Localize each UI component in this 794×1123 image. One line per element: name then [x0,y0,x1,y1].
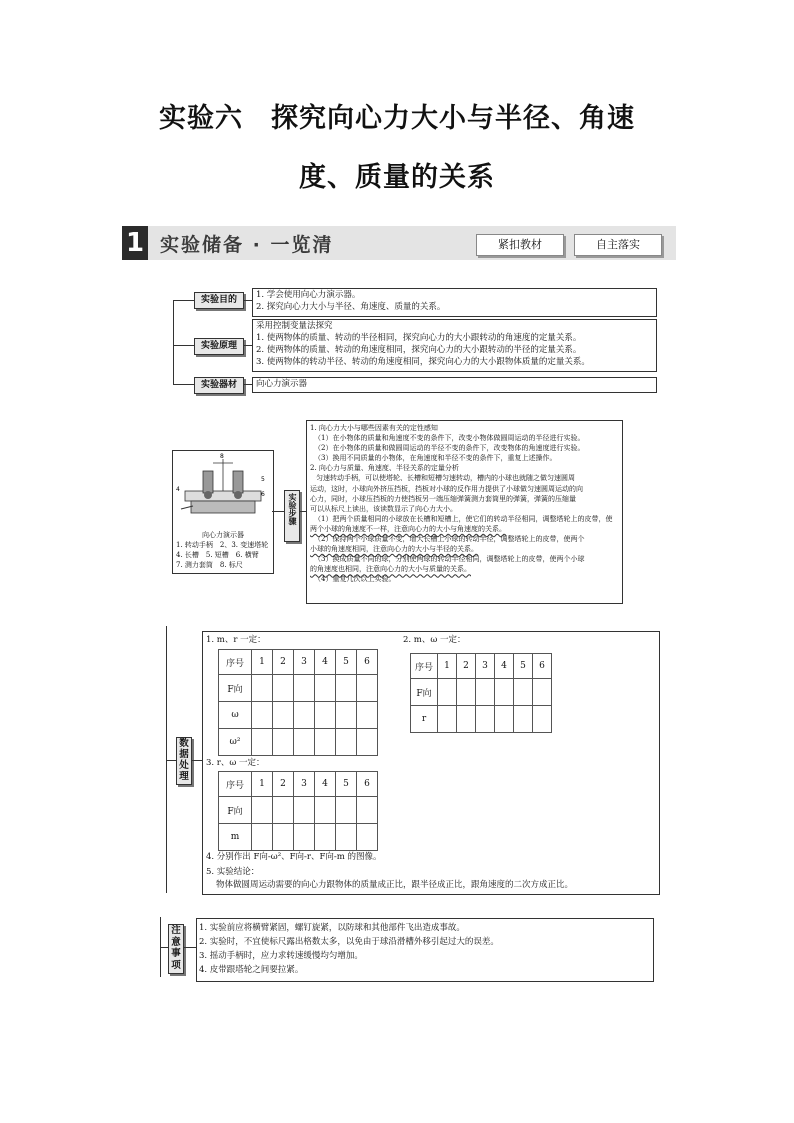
data-step5: 5. 实验结论： [206,867,260,877]
figure-legend-line: 7. 测力套筒 8. 标尺 [176,561,243,570]
row-label: F向 [219,797,252,824]
page-title-line1: 实验六 探究向心力大小与半径、角速 [159,103,635,134]
steps-line: （3）换成质量不同的球，分别使两球的转动半径相同，调整塔轮上的皮带，使两个小球 [314,555,585,564]
svg-text:5: 5 [261,476,265,483]
table-2 [410,653,552,733]
steps-line: （1）在小物体的质量和角速度不变的条件下，改变小物体做圆周运动的半径进行实验。 [314,434,585,443]
table-header-cell: 5 [336,650,357,675]
section-number: 1 [122,226,148,260]
row-label: ω [219,702,252,729]
principle-line: 3. 使两物体的转动半径、转动的角速度相同，探究向心力的大小跟物体质量的定量关系。 [256,357,590,367]
table-header-cell: 4 [315,650,336,675]
svg-text:6: 6 [261,491,265,498]
table-header-cell: 序号 [219,772,252,797]
table-header-cell: 5 [336,772,357,797]
tree-connector [272,511,284,512]
table-header-cell: 1 [438,654,457,679]
data-step4: 4. 分别作出 F向-ω²、F向-r、F向-m 的图像。 [206,852,382,862]
figure-legend-line: 1. 转动手柄 2、3. 变速塔轮 [176,541,269,550]
notes-line: 2. 实验时，不宜使标尺露出格数太多，以免由于球沿滑槽外移引起过大的误差。 [199,937,499,947]
goal-label: 实验目的 [194,292,244,309]
steps-line: （2）在小物体的质量和做圆周运动的半径不变的条件下，改变物体的角速度进行实验。 [314,444,585,453]
steps-line: （1）把两个质量相同的小球放在长槽和短槽上，使它们的转动半径相同，调整塔轮上的皮带，使 [314,514,613,523]
table-header-cell: 6 [357,772,378,797]
notes-box [196,918,654,982]
table-header-cell: 2 [273,650,294,675]
table-header-cell: 4 [495,654,514,679]
notes-label [168,924,184,974]
principle-box [252,319,657,372]
steps-line: （3）换用不同质量的小物体，在角速度和半径不变的条件下，重复上述操作。 [314,454,557,463]
table-row [219,772,378,797]
equipment-label: 实验器材 [194,377,244,394]
figure-legend-line: 4. 长槽 5. 短槽 6. 横臂 [176,551,259,560]
tree-connector [173,300,194,301]
tree-connector [184,947,196,948]
table-header-cell: 序号 [219,650,252,675]
steps-line: 两个小球的角速度不一样，注意向心力的大小与角速度的关系。 [310,524,506,533]
notes-line: 4. 皮带跟塔轮之间要拉紧。 [199,965,304,975]
table-3 [218,771,378,851]
svg-text:4: 4 [176,486,180,493]
steps-line: 运动，这时，小球向外挤压挡板，挡板对小球的反作用力提供了小球做匀速圆周运动的向 [310,484,583,493]
row-label: r [411,706,438,733]
steps-line: 2. 向心力与质量、角速度、半径关系的定量分析 [310,464,459,473]
row-label: F向 [219,675,252,702]
table-header-cell: 3 [294,772,315,797]
apparatus-figure [172,450,274,574]
steps-line: （4）重复几次以上实验。 [314,575,396,584]
tree-connector [244,345,252,346]
table-row [219,650,378,675]
steps-line: 匀速转动手柄，可以使塔轮、长槽和短槽匀速转动，槽内的小球也就随之做匀速圆周 [316,474,575,483]
tree-connector [192,760,202,761]
tree-connector [244,384,252,385]
steps-line: 心力，同时，小球压挡板的力使挡板另一端压缩弹簧测力套筒里的弹簧，弹簧的压缩量 [310,494,576,503]
table-header-cell: 6 [533,654,552,679]
equipment-box: 向心力演示器 [252,377,657,393]
steps-label [284,490,300,542]
tree-connector [244,300,252,301]
table-header-cell: 3 [294,650,315,675]
table-row [219,729,378,756]
table-row [411,706,552,733]
principle-label: 实验原理 [194,338,244,355]
table-header-cell: 1 [252,650,273,675]
tree-connector [299,511,306,512]
notes-label-text: 注意事项 [171,925,181,971]
centripetal-apparatus-illustration [173,451,273,526]
steps-box [306,420,623,604]
tree-connector [173,300,174,384]
table3-title: 3. r、ω 一定： [206,758,265,768]
table-1 [218,649,378,756]
row-label: ω² [219,729,252,756]
self-study-button[interactable]: 自主落实 [574,234,662,256]
goal-box [252,288,657,317]
notes-line: 1. 实验前应将横臂紧固，螺钉旋紧，以防球和其他部件飞出造成事故。 [199,923,465,933]
principle-line: 采用控制变量法探究 [256,321,333,331]
row-label: F向 [411,679,438,706]
steps-line: 的角速度也相同，注意向心力的大小与质量的关系。 [310,565,471,574]
principle-line: 2. 使两物体的质量、转动的角速度相同，探究向心力的大小跟转动的半径的定量关系。 [256,345,582,355]
steps-line: 可以从标尺上读出，该读数显示了向心力大小。 [310,504,457,513]
table-row [219,824,378,851]
table-header-cell: 1 [252,772,273,797]
svg-text:8: 8 [220,453,224,460]
table-row [411,679,552,706]
steps-label-text: 实验步骤 [288,493,297,525]
table-header-cell: 序号 [411,654,438,679]
principle-line: 1. 使两物体的质量、转动的半径相同，探究向心力的大小跟转动的角速度的定量关系。 [256,333,582,343]
data-box [202,631,660,895]
notes-line: 3. 摇动手柄时，应力求转速缓慢均匀增加。 [199,951,363,961]
goal-line: 2. 探究向心力大小与半径、角速度、质量的关系。 [256,302,446,312]
table2-title: 2. m、ω 一定： [403,635,466,645]
table-row [219,797,378,824]
tree-connector [161,947,168,948]
goal-line: 1. 学会使用向心力演示器。 [256,290,361,300]
section-title: 实验储备 · 一览清 [160,234,334,256]
table1-title: 1. m、r 一定： [206,635,266,645]
data-conclusion: 物体做圆周运动需要的向心力跟物体的质量成正比，跟半径成正比，跟角速度的二次方成正比。 [216,880,574,890]
figure-caption: 向心力演示器 [202,531,244,539]
steps-line: （2）保持两个小球质量不变，增大长槽上小球的转动半径，调整塔轮上的皮带，使两个 [314,535,585,544]
data-label-text: 数据处理 [179,738,189,782]
table-row [411,654,552,679]
tree-connector [167,760,176,761]
table-row [219,675,378,702]
table-header-cell: 6 [357,650,378,675]
tree-connector [173,384,194,385]
steps-line: 小球的角速度相同，注意向心力的大小与半径的关系。 [310,545,478,554]
table-row [219,702,378,729]
table-header-cell: 2 [273,772,294,797]
tree-connector [173,345,194,346]
table-header-cell: 5 [514,654,533,679]
steps-line: 1. 向心力大小与哪些因素有关的定性感知 [310,424,438,432]
page-title-line2: 度、质量的关系 [299,162,495,193]
table-header-cell: 3 [476,654,495,679]
data-label [176,737,192,785]
row-label: m [219,824,252,851]
textbook-button[interactable]: 紧扣教材 [476,234,564,256]
table-header-cell: 4 [315,772,336,797]
table-header-cell: 2 [457,654,476,679]
